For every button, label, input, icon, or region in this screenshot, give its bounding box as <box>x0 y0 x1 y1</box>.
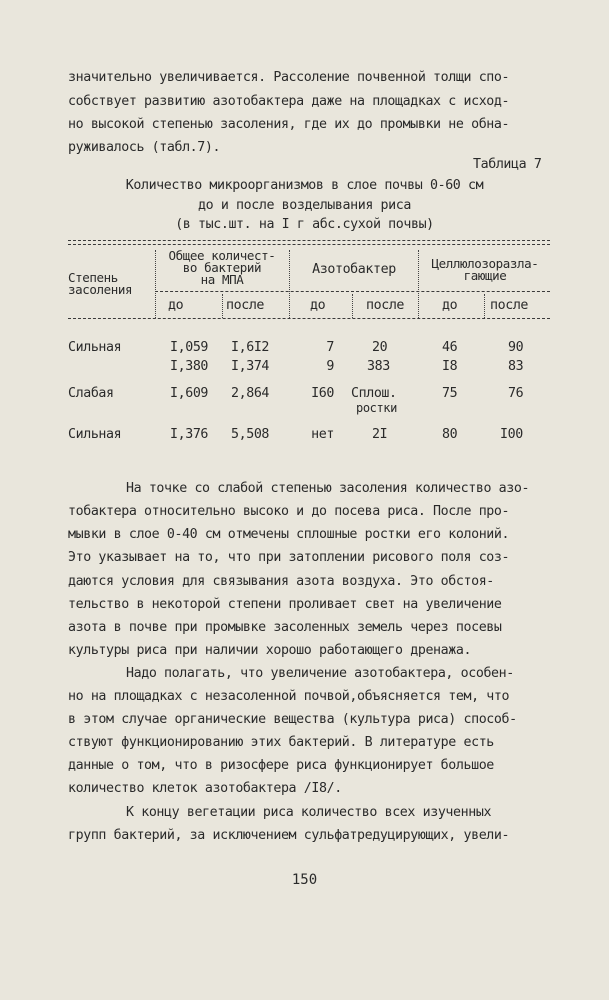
cell-azoto-before: I60 <box>311 386 334 401</box>
text-line: азота в почве при промывке засоленных земель через посевы <box>68 620 502 635</box>
cell-total-after: 2,864 <box>231 386 270 401</box>
cell-azoto-before: 9 <box>326 359 334 374</box>
table-rule-top-double <box>68 244 550 245</box>
cell-total-before: I,380 <box>170 359 209 374</box>
subheader-after: после <box>226 298 265 313</box>
text-line: К концу вегетации риса количество всех изученных <box>126 805 492 820</box>
text-line: ствуют функционированию этих бактерий. В литературе есть <box>68 735 494 750</box>
header-degree: Степень засоления <box>68 270 133 297</box>
text-line: но на площадках с незасоленной почвой,объясняется тем, что <box>68 689 510 704</box>
cell-total-after: 5,508 <box>231 427 270 442</box>
text-line: Надо полагать, что увеличение азотобактера, особен- <box>126 666 514 681</box>
cell-cell-before: 80 <box>442 427 458 442</box>
column-separator <box>222 294 223 318</box>
text-line: данные о том, что в ризосфере риса функционирует большое <box>68 758 494 773</box>
column-separator <box>418 250 419 318</box>
cell-degree: Слабая <box>68 386 114 401</box>
cell-cell-before: 46 <box>442 340 458 355</box>
text-line: культуры риса при наличии хорошо работающего дренажа. <box>68 643 472 658</box>
cell-cell-before: I8 <box>442 359 458 374</box>
cell-total-after: I,374 <box>231 359 270 374</box>
column-separator <box>352 294 353 318</box>
text-line: в этом случае органические вещества (культура риса) способ- <box>68 712 517 727</box>
subheader-before: до <box>442 298 458 313</box>
cell-cell-after: 83 <box>508 359 524 374</box>
cell-cell-after: 76 <box>508 386 524 401</box>
text-line: Это указывает на то, что при затоплении рисового поля соз- <box>68 550 510 565</box>
text-line: тельство в некоторой степени проливает свет на увеличение <box>68 597 502 612</box>
text-line: даются условия для связывания азота воздуха. Это обстоя- <box>68 574 494 589</box>
cell-total-before: I,609 <box>170 386 209 401</box>
cell-total-before: I,059 <box>170 340 209 355</box>
subheader-after: после <box>490 298 529 313</box>
cell-cell-before: 75 <box>442 386 458 401</box>
text-line: значительно увеличивается. Рассоление почвенной толщи спо- <box>68 70 510 85</box>
subheader-before: до <box>168 298 184 313</box>
cell-degree: Сильная <box>68 427 122 442</box>
table-title-line: (в тыс.шт. на I г абс.сухой почвы) <box>175 217 434 232</box>
cell-degree: Сильная <box>68 340 122 355</box>
header-bottom-rule <box>68 318 550 319</box>
text-line: мывки в слое 0-40 см отмечены сплошные ростки его колоний. <box>68 527 510 542</box>
header-total-bacteria: Общее количест- во бактерий на МПА <box>168 248 276 287</box>
cell-azoto-before: 7 <box>326 340 334 355</box>
table-rule-top <box>68 240 550 241</box>
cell-total-before: I,376 <box>170 427 209 442</box>
column-separator <box>289 250 290 318</box>
table-title-line: до и после возделывания риса <box>198 198 411 213</box>
text-line: На точке со слабой степенью засоления количество азо- <box>126 481 530 496</box>
text-line: количество клеток азотобактера /I8/. <box>68 781 342 796</box>
text-line: тобактера относительно высоко и до посева риса. После про- <box>68 504 510 519</box>
header-cellulose: Целлюлозоразла- гающие <box>431 256 539 283</box>
cell-azoto-after: 20 <box>372 340 388 355</box>
cell-azoto-after: 2I <box>372 427 388 442</box>
table-title-line: Количество микроорганизмов в слое почвы 0-60 см <box>125 178 484 193</box>
subheader-before: до <box>310 298 326 313</box>
cell-total-after: I,6I2 <box>231 340 270 355</box>
text-line: собствует развитию азотобактера даже на площадках с исход- <box>68 94 510 109</box>
table-label: Таблица 7 <box>473 157 542 172</box>
cell-azoto-after: Сплош. <box>351 386 397 401</box>
column-separator <box>155 250 156 318</box>
cell-azoto-before: нет <box>311 427 334 442</box>
subheader-after: после <box>366 298 405 313</box>
header-azotobacter: Азотобактер <box>312 262 396 277</box>
cell-cell-after: I00 <box>500 427 523 442</box>
text-line: руживалось (табл.7). <box>68 140 221 155</box>
text-line: групп бактерий, за исключением сульфатредуцирующих, увели- <box>68 828 510 843</box>
text-line: но высокой степенью засоления, где их до промывки не обна- <box>68 117 510 132</box>
cell-azoto-after: 383 <box>367 359 390 374</box>
header-subrule <box>155 291 550 292</box>
page-number: 150 <box>291 872 318 888</box>
cell-azoto-after-cont: ростки <box>356 401 397 415</box>
column-separator <box>484 294 485 318</box>
cell-cell-after: 90 <box>508 340 524 355</box>
